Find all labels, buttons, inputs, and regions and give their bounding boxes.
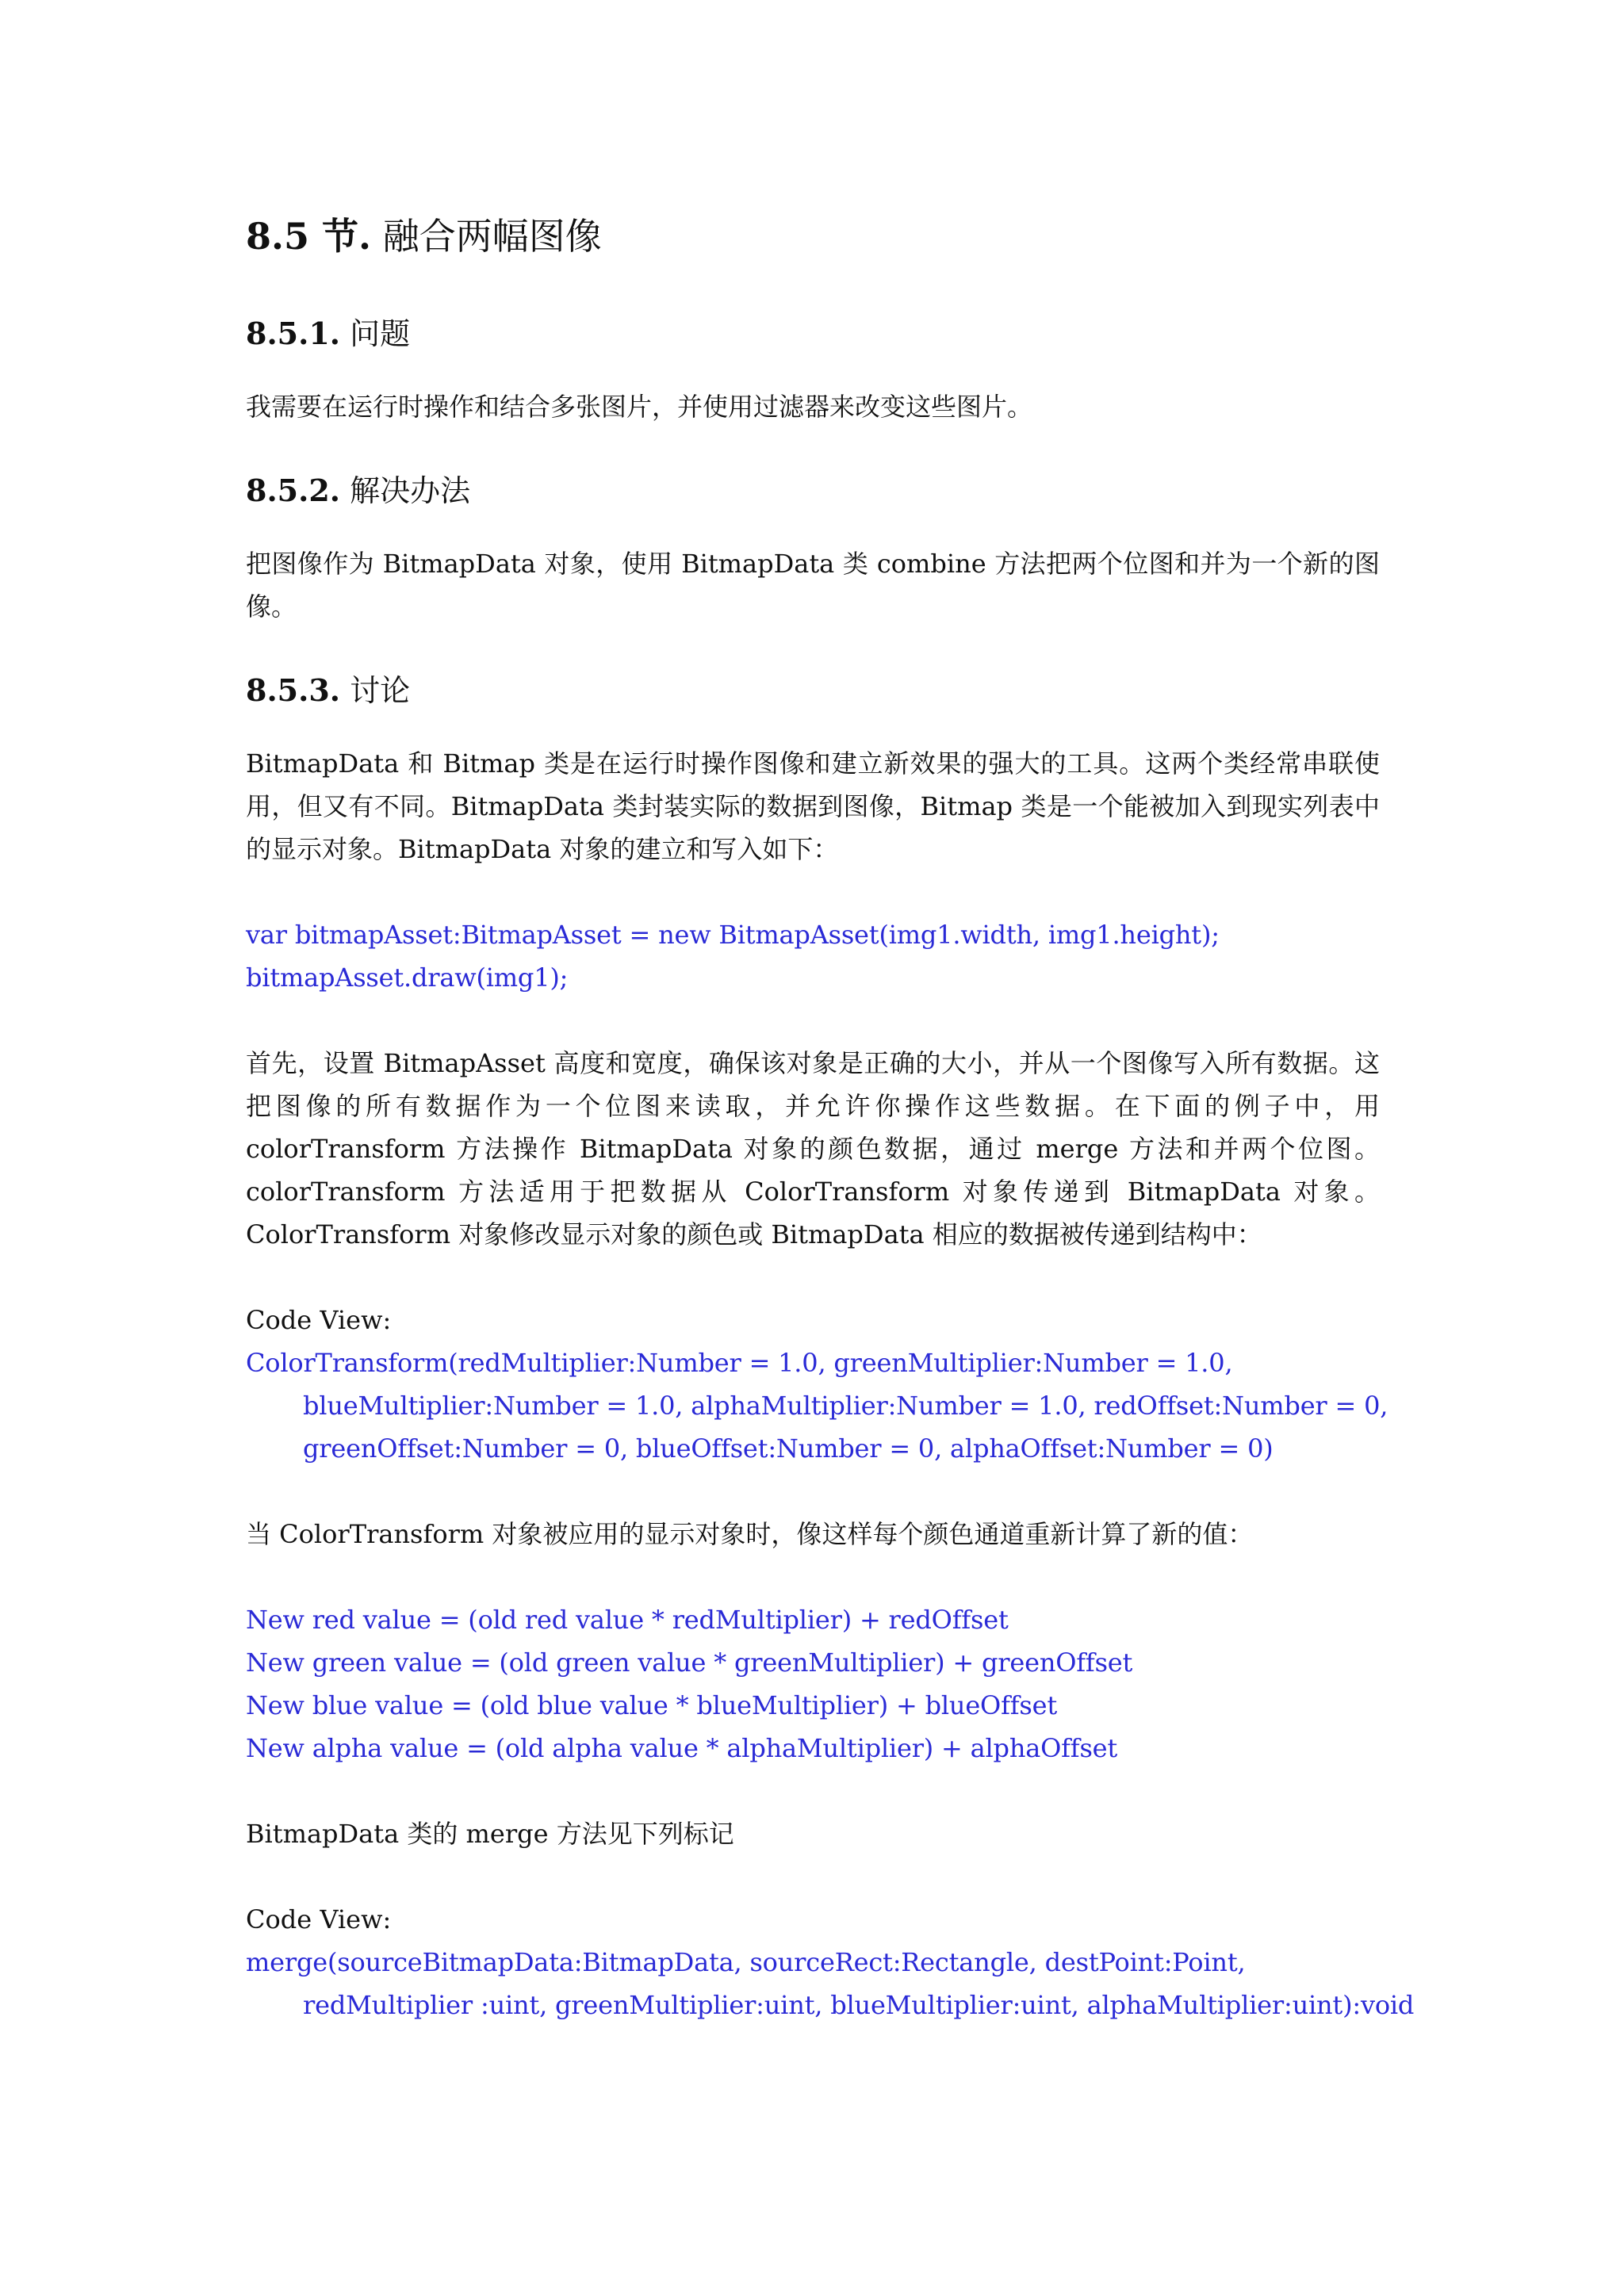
solution-number: 8.5.2.: [246, 473, 341, 508]
document-content: [246, 214, 1415, 2069]
code-line: New blue value = (old blue value * blueMultiplier) + blueOffset: [246, 1690, 1057, 1720]
code-line: greenOffset:Number = 0, blueOffset:Number = 0, alphaOffset:Number = 0): [303, 1433, 1274, 1464]
code-line: var bitmapAsset:BitmapAsset = new BitmapAsset(img1.width, img1.height);: [246, 920, 1220, 950]
discussion-number: 8.5.3.: [246, 672, 341, 708]
code-line: New alpha value = (old alpha value * alphaMultiplier) + alphaOffset: [246, 1733, 1118, 1763]
discussion-paragraph-2: 首先，设置 BitmapAsset 高度和宽度，确保该对象是正确的大小，并从一个图像写入所有数据。这把图像的所有数据作为一个位图来读取，并允许你操作这些数据。在下面的例子中，用 colorTransform 方法操作 BitmapData 对象的颜色数据，通过 merge 方法和并两个位图。colorTransform 方法适用于把数据从 ColorTransform 对象传递到 BitmapData 对象。ColorTransform 对象修改显示对象的颜色或 BitmapData 相应的数据被传递到结构中：: [246, 1048, 1380, 1249]
solution-title: 解决办法: [350, 473, 471, 508]
code-block-channel-formulas: [246, 1598, 1380, 1770]
code-block-merge: [246, 1898, 1415, 2026]
code-line: merge(sourceBitmapData:BitmapData, sourceRect:Rectangle, destPoint:Point,: [246, 1947, 1246, 1977]
solution-heading: [246, 471, 1380, 511]
problem-text: 我需要在运行时操作和结合多张图片，并使用过滤器来改变这些图片。: [246, 392, 1033, 422]
code-block-colortransform: [246, 1299, 1388, 1470]
discussion-paragraph-1: BitmapData 和 Bitmap 类是在运行时操作图像和建立新效果的强大的工具。这两个类经常串联使用，但又有不同。BitmapData 类封装实际的数据到图像，Bitmap 类是一个能被加入到现实列表中的显示对象。BitmapData 对象的建立和写入如下：: [246, 748, 1380, 864]
section-number: 8.5 节.: [246, 215, 372, 258]
solution-text: 把图像作为 BitmapData 对象，使用 BitmapData 类 combine 方法把两个位图和并为一个新的图像。: [246, 549, 1380, 622]
code-line: bitmapAsset.draw(img1);: [246, 962, 569, 993]
discussion-paragraph-4: BitmapData 类的 merge 方法见下列标记: [246, 1819, 734, 1849]
problem-title: 问题: [350, 316, 411, 351]
discussion-heading: [246, 671, 1380, 710]
code-line: redMultiplier :uint, greenMultiplier:uint, blueMultiplier:uint, alphaMultiplier:uint):void: [303, 1990, 1415, 2020]
section-title: 融合两幅图像: [382, 215, 602, 258]
problem-number: 8.5.1.: [246, 316, 341, 351]
code-line: New red value = (old red value * redMultiplier) + redOffset: [246, 1605, 1009, 1635]
code-line: ColorTransform(redMultiplier:Number = 1.0, greenMultiplier:Number = 1.0,: [246, 1348, 1233, 1378]
code-view-label: Code View:: [246, 1305, 392, 1335]
problem-heading: [246, 314, 1380, 354]
code-line: blueMultiplier:Number = 1.0, alphaMultiplier:Number = 1.0, redOffset:Number = 0,: [303, 1391, 1388, 1421]
discussion-title: 讨论: [350, 673, 411, 708]
code-view-label: Code View:: [246, 1904, 392, 1934]
discussion-paragraph-3: 当 ColorTransform 对象被应用的显示对象时，像这样每个颜色通道重新计算了新的值：: [246, 1519, 1254, 1549]
section-heading: [246, 214, 1380, 258]
code-block-bitmapasset: [246, 913, 1380, 999]
code-line: New green value = (old green value * greenMultiplier) + greenOffset: [246, 1647, 1133, 1678]
